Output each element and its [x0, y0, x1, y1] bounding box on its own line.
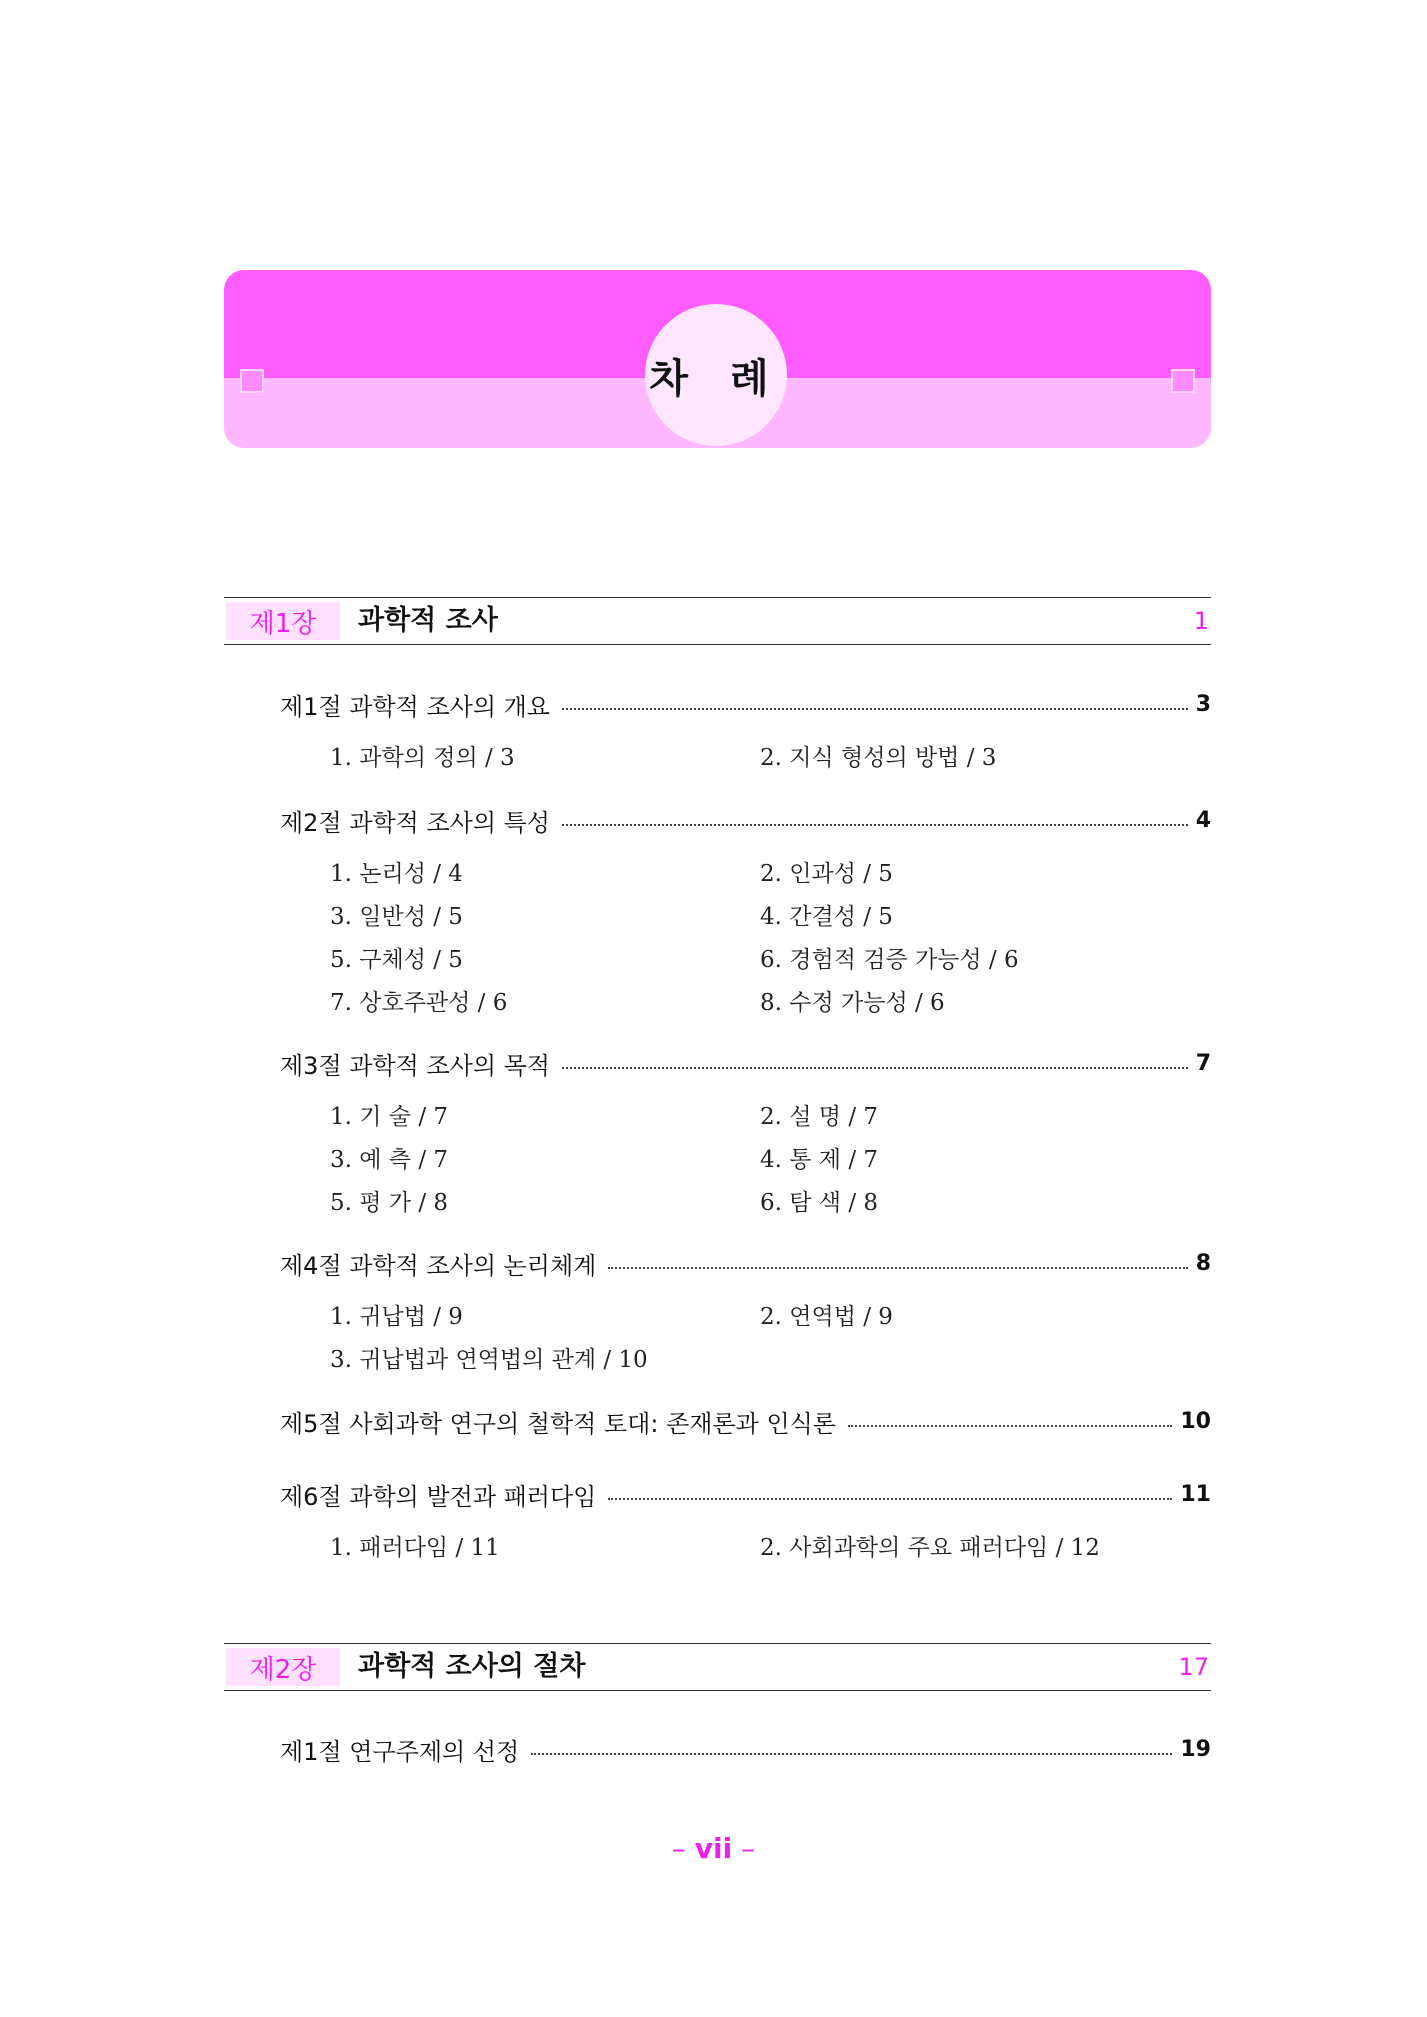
footer-dash-right: – — [732, 1832, 756, 1865]
toc-item[interactable]: 1. 패러다임 / 11 — [330, 1535, 500, 1561]
section-title: 제5절 사회과학 연구의 철학적 토대: 존재론과 인식론 — [280, 1409, 836, 1438]
section-3-entry[interactable] — [280, 1046, 1211, 1080]
section-page: 11 — [1180, 1481, 1211, 1507]
leader-dots — [531, 1753, 1172, 1755]
chapter-1-heading[interactable] — [224, 597, 1211, 645]
toc-item[interactable]: 5. 구체성 / 5 — [330, 947, 463, 973]
leader-dots — [608, 1498, 1172, 1500]
toc-item[interactable]: 3. 일반성 / 5 — [330, 904, 463, 930]
chapter-number: 제2장 — [226, 1648, 340, 1686]
page-number: vii — [694, 1832, 733, 1865]
section-title: 제4절 과학적 조사의 논리체계 — [280, 1251, 597, 1280]
section-title: 제1절 연구주제의 선정 — [280, 1737, 520, 1766]
footer-dash-left: – — [671, 1832, 695, 1865]
chapter-2-section-1-entry[interactable] — [280, 1732, 1211, 1766]
section-2-entry[interactable] — [280, 803, 1211, 837]
chapter-number: 제1장 — [226, 602, 340, 640]
section-page: 7 — [1195, 1050, 1211, 1076]
chapter-page: 17 — [1178, 1653, 1209, 1681]
toc-item[interactable]: 3. 귀납법과 연역법의 관계 / 10 — [330, 1347, 648, 1373]
toc-item[interactable]: 4. 간결성 / 5 — [760, 904, 893, 930]
banner-right-square — [1171, 369, 1195, 393]
toc-item[interactable]: 1. 과학의 정의 / 3 — [330, 745, 515, 771]
toc-item[interactable]: 2. 연역법 / 9 — [760, 1304, 893, 1330]
leader-dots — [848, 1425, 1172, 1427]
chapter-title: 과학적 조사의 절차 — [358, 1651, 586, 1682]
toc-item[interactable]: 2. 지식 형성의 방법 / 3 — [760, 745, 997, 771]
section-page: 3 — [1195, 691, 1211, 717]
chapter-page: 1 — [1193, 607, 1209, 635]
section-title: 제6절 과학의 발전과 패러다임 — [280, 1482, 597, 1511]
section-4-entry[interactable] — [280, 1246, 1211, 1280]
toc-item[interactable]: 8. 수정 가능성 / 6 — [760, 990, 945, 1016]
toc-item[interactable]: 7. 상호주관성 / 6 — [330, 990, 508, 1016]
toc-item[interactable]: 2. 설 명 / 7 — [760, 1104, 879, 1130]
banner-left-square — [240, 369, 264, 393]
section-page: 10 — [1180, 1408, 1211, 1434]
section-title: 제1절 과학적 조사의 개요 — [280, 692, 550, 721]
leader-dots — [608, 1267, 1187, 1269]
section-5-entry[interactable] — [280, 1404, 1211, 1438]
leader-dots — [562, 708, 1188, 710]
chapter-title: 과학적 조사 — [358, 605, 498, 636]
toc-item[interactable]: 6. 경험적 검증 가능성 / 6 — [760, 947, 1019, 973]
section-6-entry[interactable] — [280, 1477, 1211, 1511]
section-title: 제2절 과학적 조사의 특성 — [280, 808, 550, 837]
chapter-2-heading[interactable] — [224, 1643, 1211, 1691]
toc-item[interactable]: 3. 예 측 / 7 — [330, 1147, 449, 1173]
toc-item[interactable]: 4. 통 제 / 7 — [760, 1147, 879, 1173]
page-footer — [0, 1832, 1427, 1865]
toc-item[interactable]: 2. 사회과학의 주요 패러다임 / 12 — [760, 1535, 1100, 1561]
section-page: 4 — [1195, 807, 1211, 833]
toc-item[interactable]: 2. 인과성 / 5 — [760, 861, 893, 887]
toc-item[interactable]: 6. 탐 색 / 8 — [760, 1190, 879, 1216]
leader-dots — [562, 824, 1188, 826]
section-1-entry[interactable] — [280, 687, 1211, 721]
section-page: 19 — [1180, 1736, 1211, 1762]
section-page: 8 — [1195, 1250, 1211, 1276]
toc-item[interactable]: 1. 귀납법 / 9 — [330, 1304, 463, 1330]
leader-dots — [562, 1067, 1188, 1069]
section-title: 제3절 과학적 조사의 목적 — [280, 1051, 550, 1080]
toc-item[interactable]: 1. 논리성 / 4 — [330, 861, 463, 887]
toc-item[interactable]: 5. 평 가 / 8 — [330, 1190, 449, 1216]
banner-title: 차 례 — [645, 304, 787, 446]
toc-item[interactable]: 1. 기 술 / 7 — [330, 1104, 449, 1130]
